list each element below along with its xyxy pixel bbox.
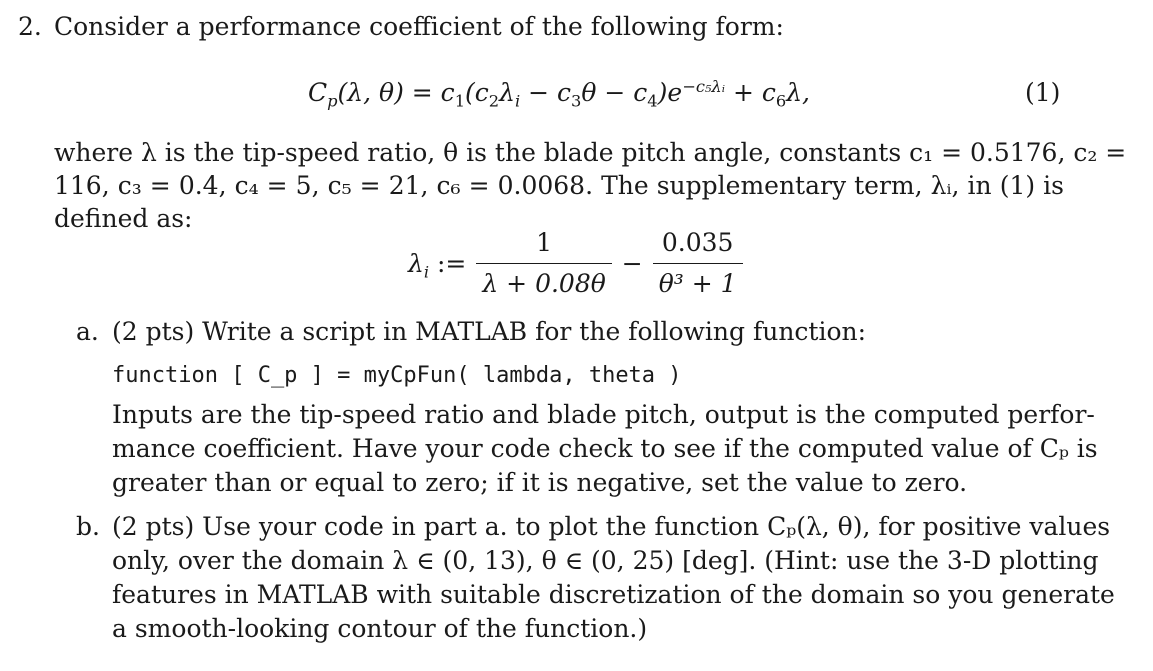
part-a-desc-1: Inputs are the tip-speed ratio and blade pitch, output is the computed perfor-	[112, 400, 1095, 429]
eq-lhs: C	[308, 78, 328, 107]
part-a-text: (2 pts) Write a script in MATLAB for the following function:	[112, 317, 867, 346]
part-a-desc-2: mance coefficient. Have your code check to see if the computed value of Cₚ is	[112, 434, 1098, 463]
fraction-1: $\frac{1}{\lambda + 0.08\theta}$	[476, 226, 611, 301]
part-b-line-4: a smooth-looking contour of the function.)	[112, 614, 648, 643]
problem-intro: Consider a performance coefficient of the following form:	[54, 12, 784, 41]
cp-equation: $C_p(\lambda$, $\theta) = c_1(c_2\lambda_i - c_3\theta - c_4)e^{-c_5\lambda ᵢ} + c_6\lambda$,	[308, 77, 810, 111]
where-line-2: 116, c₃ = 0.4, c₄ = 5, c₅ = 21, c₆ = 0.0068. The supplementary term, λᵢ, in (1) is	[54, 171, 1064, 200]
equation-number: (1)	[1025, 78, 1061, 107]
part-a-desc-3: greater than or equal to zero; if it is negative, set the value to zero.	[112, 468, 968, 497]
problem-number: 2.	[18, 12, 42, 41]
part-b-line-2: only, over the domain λ ∈ (0, 13), θ ∈ (0, 25) [deg]. (Hint: use the 3-D plotting	[112, 546, 1099, 575]
where-line-3: defined as:	[54, 204, 193, 233]
part-b-line-1: (2 pts) Use your code in part a. to plot the function Cₚ(λ, θ), for positive values	[112, 512, 1111, 541]
where-line-1: where λ is the tip-speed ratio, θ is the blade pitch angle, constants c₁ = 0.5176, c₂ =	[54, 138, 1127, 167]
part-a-label: a.	[76, 317, 99, 346]
part-b-label: b.	[76, 512, 100, 541]
fraction-2: $\frac{0.035}{\text{θ³ + 1}}$	[653, 226, 743, 301]
part-b-line-3: features in MATLAB with suitable discretization of the domain so you generate	[112, 580, 1115, 609]
lambda-i-equation: $\lambda_i$ := $\frac{1}{\lambda + 0.08\theta}$ − $\frac{0.035}{\text{θ³ + 1}}$	[408, 226, 743, 301]
matlab-signature: function [ C_p ] = myCpFun( lambda, theta )	[112, 363, 682, 388]
eq-exponent: −c₅λᵢ	[682, 77, 726, 97]
